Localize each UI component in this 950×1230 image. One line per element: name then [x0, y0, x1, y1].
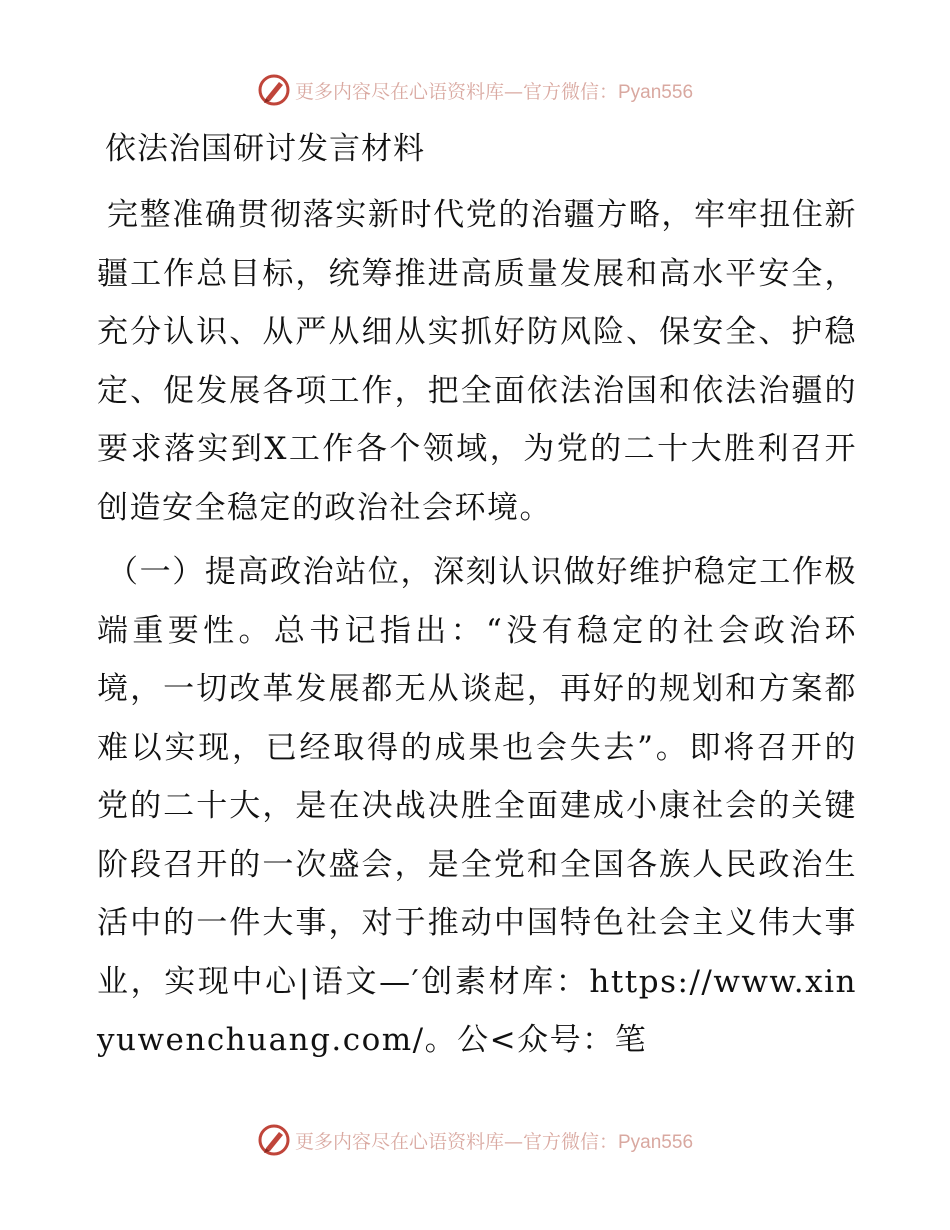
- document-title: 依法治国研讨发言材料: [105, 131, 425, 167]
- footer-watermark: [0, 1120, 950, 1160]
- watermark-wechat-id: Pyan556: [618, 1131, 694, 1153]
- watermark-text: 更多内容尽在心语资料库—官方微信：Pyan556: [294, 1130, 694, 1153]
- watermark-text: 更多内容尽在心语资料库—官方微信：Pyan556: [294, 80, 694, 103]
- paragraph-2: （一）提高政治站位，深刻认识做好维护稳定工作极端重要性。总书记指出：“没有稳定的社会政治环境，一切改革发展都无从谈起，再好的规划和方案都难以实现，已经取得的成果也会失去”。即将召开的党的二十大，是在决战决胜全面建成小康社会的关键阶段召开的一次盛会，是全党和全国各族人民政治生活中的一件大事，对于推动中国特色社会主义伟大事业，实现中心|语文—′创素材库：https://www.xinyuwenchuang.com/。公<众号：笔: [97, 554, 857, 1058]
- pen-circle-logo-icon: [257, 73, 291, 107]
- document-body: [97, 120, 857, 1076]
- header-watermark: [0, 70, 950, 110]
- paragraph-1: 完整准确贯彻落实新时代党的治疆方略，牢牢扭住新疆工作总目标，统筹推进高质量发展和高水平安全，充分认识、从严从细从实抓好防风险、保安全、护稳定、促发展各项工作，把全面依法治国和依法治疆的要求落实到X工作各个领域，为党的二十大胜利召开创造安全稳定的政治社会环境。: [97, 197, 857, 526]
- pen-circle-logo-icon: [257, 1123, 291, 1157]
- watermark-wechat-id: Pyan556: [618, 81, 694, 103]
